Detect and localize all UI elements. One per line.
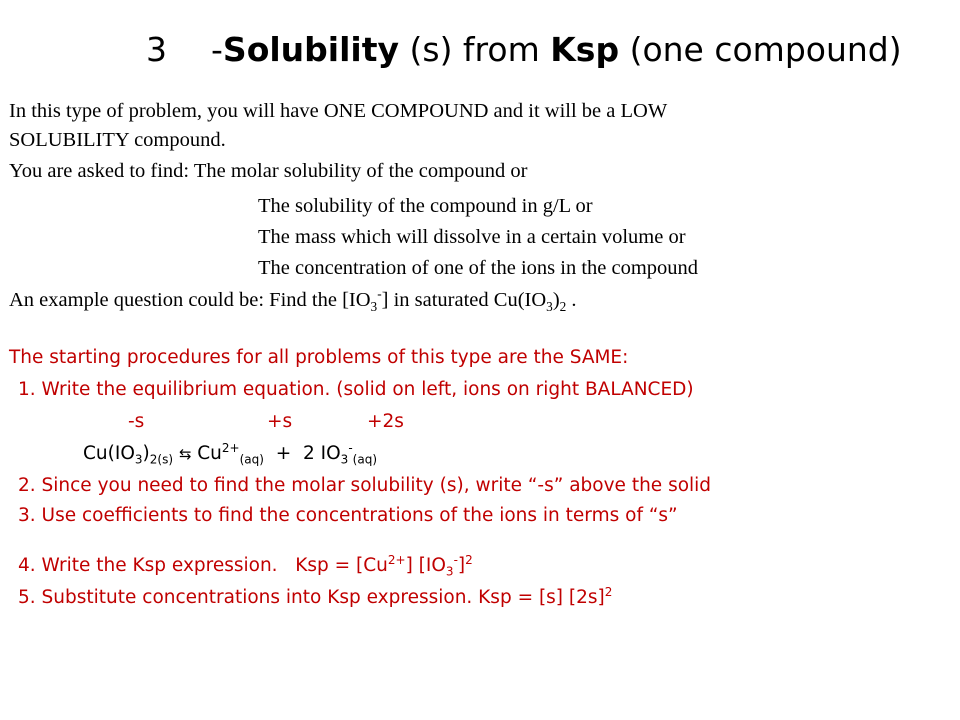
example-close: ) — [552, 289, 560, 311]
step-4-sup-1: 2+ — [387, 552, 406, 567]
eq-solid: Cu(IO — [83, 443, 135, 464]
title-dash: - — [211, 30, 223, 69]
step-4-mid: ] [IO — [405, 555, 446, 576]
option-1: The solubility of the compound in g/L or — [258, 195, 593, 217]
intro-line-2: SOLUBILITY compound. — [9, 129, 226, 151]
eq-anion-sub: 3 — [340, 452, 349, 467]
eq-solid-state: 2(s) — [149, 452, 174, 467]
slide-title — [146, 30, 902, 69]
step-2: 2. Since you need to find the molar solubility (s), write “-s” above the solid — [18, 475, 712, 496]
ice-cation: +s — [267, 411, 293, 432]
eq-anion-charge: - — [348, 440, 353, 455]
step-1: 1. Write the equilibrium equation. (solid on left, ions on right BALANCED) — [18, 379, 694, 400]
eq-cation-state: (aq) — [239, 452, 264, 467]
step-4-lead: 4. Write the Ksp expression. Ksp = [Cu — [18, 555, 388, 576]
title-ksp: Ksp — [550, 30, 620, 69]
step-3: 3. Use coefficients to find the concentrations of the ions in terms of “s” — [18, 505, 678, 526]
step-4-close: ] — [457, 555, 466, 576]
step-5-lead: 5. Substitute concentrations into Ksp expression. Ksp = [s] [2s] — [18, 587, 605, 608]
equilibrium-arrow-icon: ⇆ — [178, 446, 192, 463]
intro-line-1: In this type of problem, you will have ONE COMPOUND and it will be a LOW — [9, 100, 668, 122]
example-end: . — [566, 289, 577, 311]
eq-cation: Cu — [191, 443, 222, 464]
step-5-sup: 2 — [604, 584, 613, 599]
eq-solid-sub: 3 — [134, 452, 143, 467]
example-sub-3: 2 — [559, 299, 567, 315]
intro-line-3: You are asked to find: The molar solubility of the compound or — [9, 160, 528, 182]
example-sup-1: - — [377, 286, 382, 302]
title-end: (one compound) — [619, 30, 902, 69]
example-question — [9, 286, 577, 315]
step-4-sup-2: - — [453, 552, 458, 567]
eq-anion-state: (aq) — [352, 452, 378, 467]
eq-cation-charge: 2+ — [221, 440, 240, 455]
option-3: The concentration of one of the ions in the compound — [258, 257, 699, 279]
example-sub-2: 3 — [546, 299, 553, 315]
example-lead: An example question could be: Find the [IO — [9, 289, 371, 311]
ice-anion: +2s — [367, 411, 404, 432]
step-4-sup-3: 2 — [465, 552, 473, 567]
title-solubility: Solubility — [222, 30, 400, 69]
title-number: 3 — [146, 30, 167, 69]
example-sub-1: 3 — [370, 299, 378, 315]
step-4-sub: 3 — [445, 564, 454, 579]
equilibrium-equation — [83, 440, 378, 467]
eq-anion: + 2 IO — [263, 443, 341, 464]
eq-solid-close: ) — [142, 443, 150, 464]
ice-solid: -s — [128, 411, 145, 432]
step-4 — [18, 552, 473, 579]
step-5 — [18, 584, 613, 608]
procedures-heading: The starting procedures for all problems of this type are the SAME: — [9, 347, 629, 368]
option-2: The mass which will dissolve in a certain volume or — [258, 226, 686, 248]
title-middle: (s) from — [399, 30, 551, 69]
example-mid: ] in saturated Cu(IO — [381, 289, 547, 311]
